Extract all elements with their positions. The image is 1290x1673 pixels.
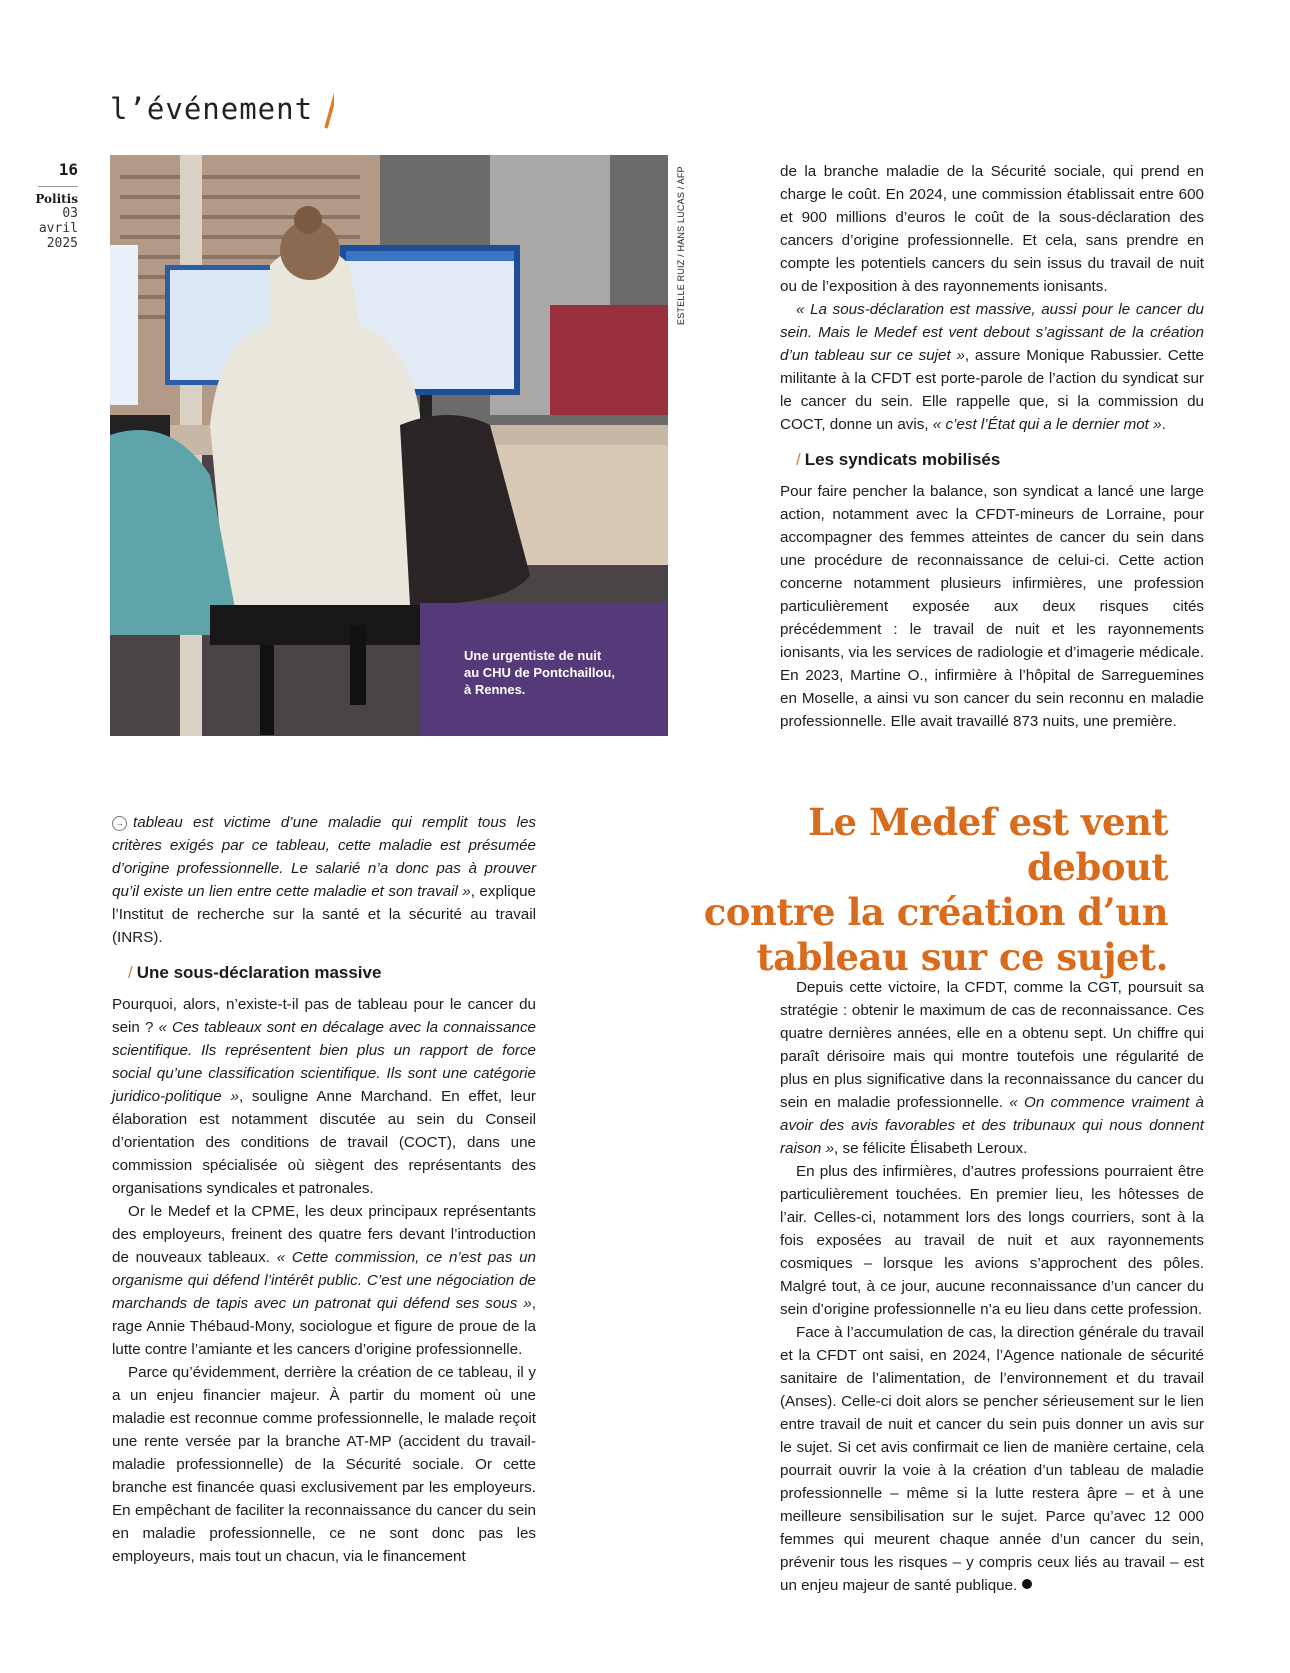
text: Depuis cette victoire, la CFDT, comme la CGT, poursuit sa stratégie : obtenir le maximum de cas de reconnaissance. Ces quatre dernières années, elle en a obtenu sept. Un chiffre qui paraît dérisoire mais qui montre toutefois une régularité de plus en plus significative dans la reconnaissance du cancer du sein en maladie professionnelle.	[780, 979, 1204, 1111]
caption-line: Une urgentiste de nuit	[464, 648, 602, 663]
section-rubric	[110, 92, 313, 126]
quote: « On commence vraiment à avoir des avis favorables et des tribunaux qui nous donnent raison »	[780, 1094, 1204, 1157]
continuation-arrow-icon: →	[112, 816, 127, 831]
paragraph: Pour faire pencher la balance, son syndicat a lancé une large action, notamment avec la CFDT-mineurs de Lorraine, pour accompagner des femmes atteintes de cancer du sein dans une procédure de reconnaissance de celui-ci. Cette action concerne notamment plusieurs infirmières, une profession particulièrement exposée aux deux risques cités précédemment : le travail de nuit et les rayonnements ionisants, via les services de radiologie et d’imagerie médicale. En 2023, Martine O., infirmière à l’hôpital de Sarreguemines en Moselle, a ainsi vu son cancer du sein reconnu en maladie professionnelle. Elle avait travaillé 873 nuits, une première.	[780, 483, 1204, 730]
margin-divider	[38, 186, 78, 187]
photo-caption	[420, 603, 668, 736]
pull-quote-line: tableau sur ce sujet.	[756, 935, 1168, 979]
column-left-bottom	[112, 811, 536, 1568]
quote: « Cette commission, ce n’est pas un organisme qui défend l’intérêt public. C’est une négociation de marchands de tapis avec un patronat qui défend ses sous »	[112, 1249, 536, 1312]
magazine-name: Politis	[35, 192, 78, 206]
subheading	[796, 448, 1204, 471]
quote: « La sous-déclaration est massive, aussi pour le cancer du sein. Mais le Medef est vent debout s’agissant de la création d’un tableau sur ce sujet »	[780, 301, 1204, 364]
column-right-top	[780, 160, 1204, 733]
page-number: 16	[58, 160, 78, 179]
paragraph: de la branche maladie de la Sécurité sociale, qui prend en charge le coût. En 2024, une commission établissait entre 600 et 900 millions d’euros le coût de la sous-déclaration des cancers d’origine professionnelle. Et cela, sans prendre en compte les potentiels cancers du sein issus du travail de nuit ou de l’exposition à des rayonnements ionisants.	[780, 163, 1204, 295]
issue-day: 03	[62, 206, 78, 221]
paragraph	[112, 993, 536, 1200]
column-right-bottom	[780, 976, 1204, 1597]
pull-quote-line: Le Medef est vent debout	[807, 800, 1168, 889]
issue-year: 2025	[46, 236, 78, 251]
quote: « c’est l’État qui a le dernier mot »	[932, 416, 1162, 433]
caption-line: au CHU de Pontchaillou,	[464, 665, 615, 680]
end-mark-icon	[1022, 1579, 1032, 1589]
subheading-text: Les syndicats mobilisés	[804, 450, 1001, 469]
text: , assure Monique Rabussier. Cette militante à la CFDT est porte-parole de l’action du syndicat sur le cancer du sein. Elle rappelle que, si la commission du COCT, donne un avis,	[780, 347, 1205, 433]
rubric-title: l’événement	[110, 92, 314, 126]
caption-line: à Rennes.	[464, 682, 526, 697]
paragraph: En plus des infirmières, d’autres professions pourraient être particulièrement touchées. En premier lieu, les hôtesses de l’air. Celles-ci, notamment lors des longs courriers, sont à la fois exposées au travail de nuit et aux rayonnements cosmiques – lorsque les avions s’approchent des pôles. Malgré tout, à ce jour, aucune reconnaissance d’un cancer du sein d’origine professionnelle n’a eu lieu dans cette profession.	[780, 1163, 1204, 1318]
text: Face à l’accumulation de cas, la direction générale du travail et la CFDT ont saisi, en 2024, l’Agence nationale de sécurité sanitaire de l’alimentation, de l’environnement et du travail (Anses). Celle-ci doit alors se pencher sérieusement sur le lien entre travail de nuit et cancer du sein puis donner un avis sur le sujet. Si cet avis confirmait ce lien de manière certaine, cela pourrait ouvrir la voie à la création d’un tableau de maladie professionnelle – même si la lutte restera âpre – et à une meilleure sensibilisation sur le sujet. Parce qu’avec 12 000 femmes qui meurent chaque année d’un cancer du sein, prévenir tous les risques – y compris ceux liés au travail – est un enjeu majeur de santé publique.	[780, 1324, 1204, 1594]
slash-icon: /	[796, 450, 801, 469]
paragraph	[112, 1200, 536, 1361]
paragraph	[780, 976, 1204, 1160]
text: , explique l’Institut de recherche sur la santé et la sécurité au travail (INRS).	[112, 883, 536, 946]
page-margin	[30, 160, 78, 251]
photo-credit: ESTELLE RUIZ / HANS LUCAS / AFP	[676, 166, 686, 325]
subheading	[128, 961, 536, 984]
text: , rage Annie Thébaud-Mony, sociologue et figure de proue de la lutte contre l’amiante et les cancers d’origine professionnelle.	[112, 1295, 536, 1358]
paragraph	[780, 298, 1204, 436]
paragraph	[112, 811, 536, 949]
issue-month: avril	[38, 221, 78, 236]
text: , souligne Anne Marchand. En effet, leur élaboration est notamment discutée au sein du Conseil d’orientation des conditions de travail (COCT), dans une commission spécialisée où siègent des représentants des organisations syndicales et patronales.	[112, 1088, 536, 1197]
text: Pourquoi, alors, n’existe-t-il pas de tableau pour le cancer du sein ?	[112, 996, 536, 1036]
quote: « Ces tableaux sont en décalage avec la connaissance scientifique. Ils représentent bien plus un rapport de force social qu’une classification scientifique. Ils sont une catégorie juridico-politique »	[112, 1019, 536, 1105]
text: Or le Medef et la CPME, les deux principaux représentants des employeurs, freinent des quatre fers devant l’introduction de nouveaux tableaux.	[112, 1203, 536, 1266]
pull-quote-line: contre la création d’un	[703, 890, 1168, 934]
paragraph: Parce qu’évidemment, derrière la création de ce tableau, il y a un enjeu financier majeur. À partir du moment où une maladie est reconnue comme professionnelle, le malade reçoit une rente versée par la branche AT-MP (accident du travail-maladie professionnelle) de la Sécurité sociale. Or cette branche est financée quasi exclusivement par les employeurs. En empêchant de faciliter la reconnaissance du cancer du sein en maladie professionnelle, ce ne sont donc pas les employeurs, mais tout un chacun, via le financement	[112, 1364, 536, 1565]
slash-icon: /	[128, 963, 133, 982]
subheading-text: Une sous-déclaration massive	[136, 963, 382, 982]
slash-icon	[320, 90, 334, 130]
text: .	[1161, 416, 1166, 433]
quote: tableau est victime d’une maladie qui remplit tous les critères exigés par ce tableau, cette maladie est présumée d’origine professionnelle. Le salarié n’a donc pas à prouver qu’il existe un lien entre cette maladie et son travail »	[112, 814, 536, 900]
paragraph	[780, 1321, 1204, 1597]
text: , se félicite Élisabeth Leroux.	[834, 1140, 1028, 1157]
pull-quote	[680, 800, 1168, 980]
